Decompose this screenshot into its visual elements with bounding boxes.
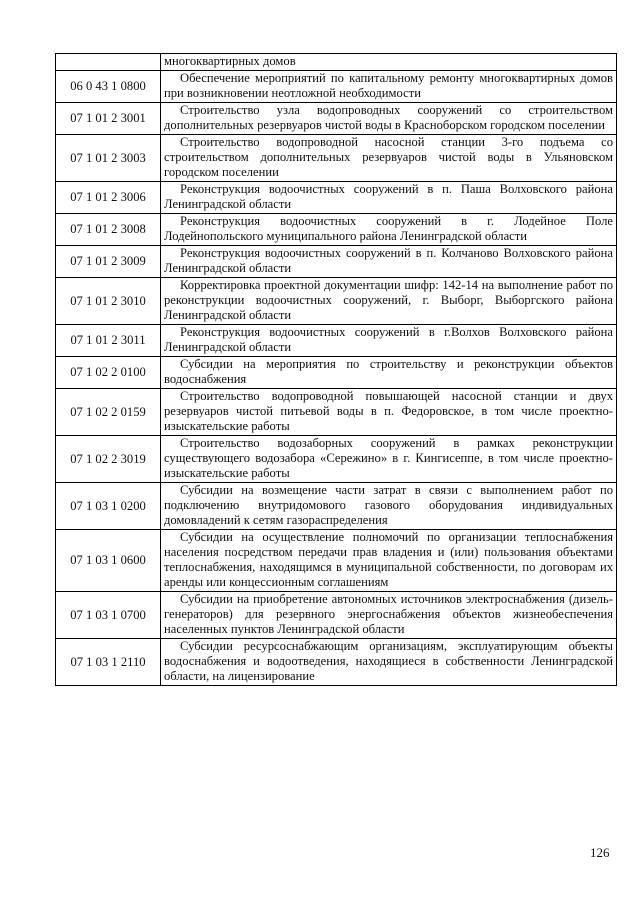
description-cell: Субсидии ресурсоснабжающим организациям, эксплуатирующим объекты водоснабжения и водоотведения, находящиеся в собственности Ленинградской области, на лицензирование — [161, 639, 617, 686]
budget-code-cell: 07 1 01 2 3010 — [56, 278, 161, 325]
budget-code-cell: 07 1 01 2 3001 — [56, 103, 161, 135]
table-row — [56, 639, 617, 686]
budget-code-cell: 07 1 01 2 3006 — [56, 182, 161, 214]
budget-code-cell: 07 1 01 2 3008 — [56, 214, 161, 246]
budget-code-cell: 07 1 03 1 2110 — [56, 639, 161, 686]
description-cell: Субсидии на мероприятия по строительству и реконструкции объектов водоснабжения — [161, 357, 617, 389]
budget-code-cell: 07 1 03 1 0700 — [56, 592, 161, 639]
table-row — [56, 71, 617, 103]
budget-code-cell: 07 1 03 1 0600 — [56, 530, 161, 592]
description-cell: Корректировка проектной документации шифр: 142-14 на выполнение работ по реконструкции водоочистных сооружений, г. Выборг, Выборгского района Ленинградской области — [161, 278, 617, 325]
table-row — [56, 135, 617, 182]
description-cell: Строительство водопроводной насосной станции 3-го подъема со строительством дополнительных резервуаров чистой воды в Ульяновском городском поселении — [161, 135, 617, 182]
description-cell: Реконструкция водоочистных сооружений в п. Паша Волховского района Ленинградской области — [161, 182, 617, 214]
table-row — [56, 325, 617, 357]
table-row — [56, 357, 617, 389]
table-row — [56, 592, 617, 639]
table-row — [56, 54, 617, 71]
table-body — [56, 54, 617, 686]
table-row — [56, 103, 617, 135]
table-row — [56, 530, 617, 592]
description-cell: Обеспечение мероприятий по капитальному ремонту многоквартирных домов при возникновении неотложной необходимости — [161, 71, 617, 103]
table-row — [56, 389, 617, 436]
table-row — [56, 278, 617, 325]
description-cell: Реконструкция водоочистных сооружений в г.Волхов Волховского района Ленинградской области — [161, 325, 617, 357]
budget-code-cell: 07 1 03 1 0200 — [56, 483, 161, 530]
budget-code-cell: 07 1 02 2 0159 — [56, 389, 161, 436]
description-cell: Строительство водопроводной повышающей насосной станции и двух резервуаров чистой питьевой воды в п. Федоровское, в том числе проектно-изыскательские работы — [161, 389, 617, 436]
description-cell: Субсидии на осуществление полномочий по организации теплоснабжения населения посредством передачи прав владения и (или) пользования объектами теплоснабжения, находящимся в муниципальной собственности, по договорам их аренды или концессионным соглашениям — [161, 530, 617, 592]
description-cell: Строительство водозаборных сооружений в рамках реконструкции существующего водозабора «Сережино» в г. Кингисеппе, в том числе проектно-изыскательские работы — [161, 436, 617, 483]
budget-code-cell: 07 1 01 2 3011 — [56, 325, 161, 357]
description-cell: Реконструкция водоочистных сооружений в г. Лодейное Поле Лодейнопольского муниципального района Ленинградской области — [161, 214, 617, 246]
budget-code-cell: 07 1 01 2 3003 — [56, 135, 161, 182]
description-cell: многоквартирных домов — [161, 54, 617, 71]
description-cell: Субсидии на возмещение части затрат в связи с выполнением работ по подключению внутридомового газового оборудования индивидуальных домовладений к сетям газораспределения — [161, 483, 617, 530]
budget-code-table — [55, 53, 617, 686]
budget-code-cell: 07 1 02 2 3019 — [56, 436, 161, 483]
table-row — [56, 483, 617, 530]
table-row — [56, 182, 617, 214]
description-cell: Субсидии на приобретение автономных источников электроснабжения (дизель-генераторов) для резервного энергоснабжения объектов жизнеобеспечения населенных пунктов Ленинградской области — [161, 592, 617, 639]
description-cell: Реконструкция водоочистных сооружений в п. Колчаново Волховского района Ленинградской области — [161, 246, 617, 278]
description-cell: Строительство узла водопроводных сооружений со строительством дополнительных резервуаров чистой воды в Красноборском городском поселении — [161, 103, 617, 135]
page-number: 126 — [590, 845, 610, 860]
budget-code-cell: 07 1 01 2 3009 — [56, 246, 161, 278]
budget-code-cell: 07 1 02 2 0100 — [56, 357, 161, 389]
budget-code-cell: 06 0 43 1 0800 — [56, 71, 161, 103]
table-row — [56, 214, 617, 246]
budget-code-cell — [56, 54, 161, 71]
table-row — [56, 246, 617, 278]
table-row — [56, 436, 617, 483]
